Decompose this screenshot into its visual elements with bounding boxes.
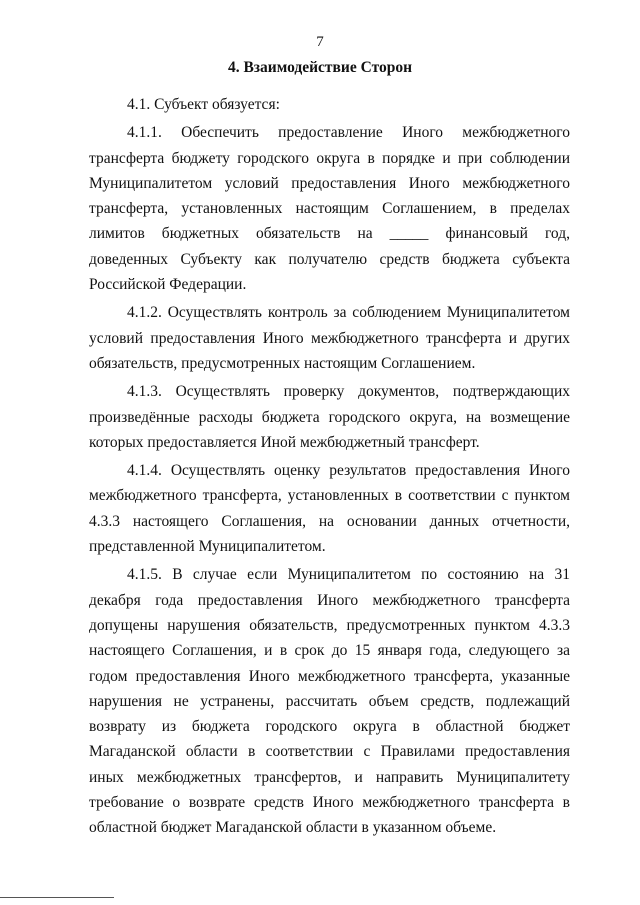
paragraph-4-1-5: 4.1.5. В случае если Муниципалитетом по состоянию на 31 декабря года предоставления Иного межбюджетного трансферта допущены нарушения обязательств, предусмотренных пунктом 4.3.3 настоящего Соглашения, и в срок до 15 января года, следующего за годом предоставления Иного межбюджетного трансферта, указанные нарушения не устранены, рассчитать объем средств, подлежащий возврату из бюджета городского округа в областной бюджет Магаданской области в соответствии с Правилами предоставления иных межбюджетных трансфертов, и направить Муниципалитету требование о возврате средств Иного межбюджетного трансферта в областной бюджет Магаданской области в указанном объеме. — [89, 566, 570, 837]
section-title: 4. Взаимодействие Сторон — [227, 59, 413, 76]
body-text — [89, 92, 570, 841]
paragraph-4-1-1: 4.1.1. Обеспечить предоставление Иного межбюджетного трансферта бюджету городского округа в порядке и при соблюдении Муниципалитетом условий предоставления Иного межбюджетного трансферта, установленных настоящим Соглашением, в пределах лимитов бюджетных обязательств на _____ финансовый год, доведенных Субъекту как получателю средств бюджета субъекта Российской Федерации. — [89, 124, 570, 294]
page-number: 7 — [316, 34, 324, 50]
paragraph-4-1-2: 4.1.2. Осуществлять контроль за соблюдением Муниципалитетом условий предоставления Иного межбюджетного трансферта и других обязательств, предусмотренных настоящим Соглашением. — [89, 304, 570, 372]
footer-separator-line — [0, 897, 114, 898]
paragraph-4-1-4: 4.1.4. Осуществлять оценку результатов предоставления Иного межбюджетного трансферта, установленных в соответствии с пунктом 4.3.3 настоящего Соглашения, на основании данных отчетности, представленной Муниципалитетом. — [89, 462, 570, 556]
paragraph-4-1-3: 4.1.3. Осуществлять проверку документов, подтверждающих произведённые расходы бюджета городского округа, на возмещение которых предоставляется Иной межбюджетный трансферт. — [89, 383, 570, 451]
paragraph-4-1: 4.1. Субъект обязуется: — [127, 96, 280, 113]
